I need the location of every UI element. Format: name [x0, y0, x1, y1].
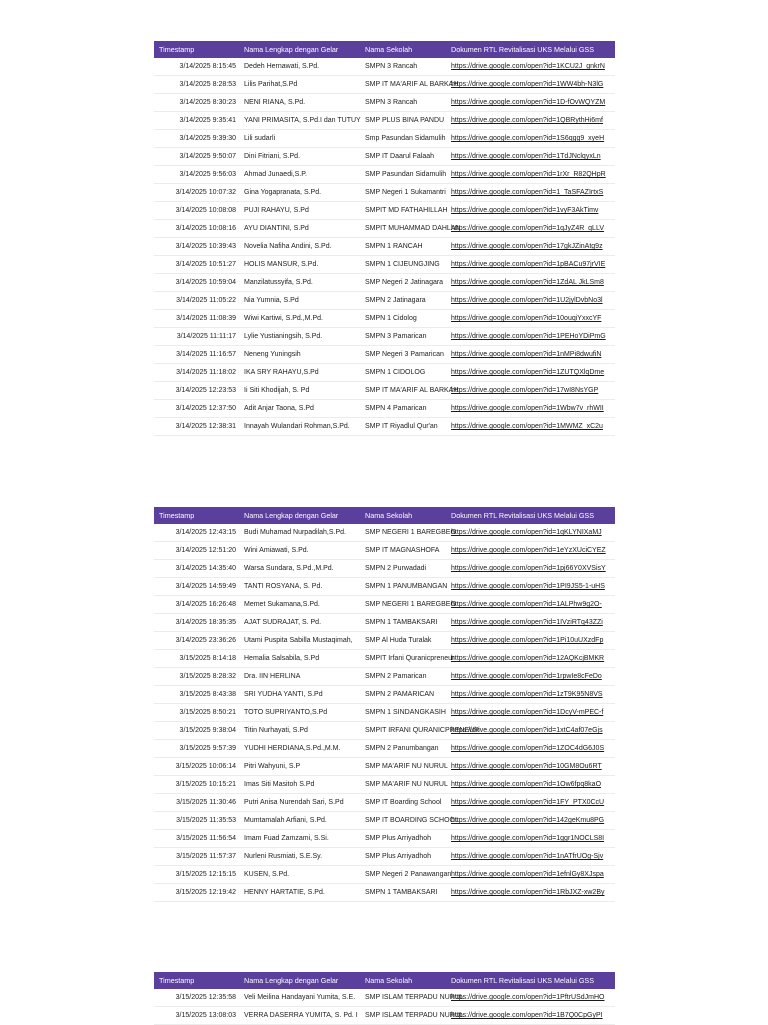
document-link[interactable]: https://drive.google.com/open?id=1RbJXZ-xw2By [451, 889, 605, 896]
table-row [154, 310, 615, 328]
timestamp-cell: 3/14/2025 10:08:08 [175, 207, 236, 214]
timestamp-cell: 3/15/2025 8:43:38 [179, 691, 236, 698]
document-link[interactable]: https://drive.google.com/open?id=1efnlGy8XJspa [451, 871, 604, 878]
name-cell: Gina Yogapranata, S.Pd. [244, 189, 322, 196]
table-row [154, 632, 615, 650]
table-row [154, 328, 615, 346]
header-school: Nama Sekolah [365, 976, 413, 985]
school-cell: SMP Negeri 3 Pamarican [365, 351, 444, 358]
school-cell: SMPIT Irfani Quranicpreneur [365, 655, 455, 662]
name-cell: Neneng Yuningsih [244, 351, 301, 358]
school-cell: SMPN 2 Purwadadi [365, 565, 427, 572]
name-cell: Veli Meilina Handayani Yumita, S.E. [244, 994, 356, 1001]
school-cell: SMP IT MA'ARIF AL BARKAH [365, 81, 459, 88]
document-link[interactable]: https://drive.google.com/open?id=1vyF3AkTimv [451, 207, 599, 214]
timestamp-cell: 3/14/2025 11:16:57 [176, 351, 236, 358]
table-row [154, 596, 615, 614]
table-row [154, 866, 615, 884]
timestamp-cell: 3/14/2025 12:37:50 [175, 405, 236, 412]
school-cell: SMP ISLAM TERPADU NURUL [365, 1012, 464, 1019]
document-link[interactable]: https://drive.google.com/open?id=1pBACu97jrVIE [451, 261, 606, 268]
timestamp-cell: 3/14/2025 11:11:17 [176, 333, 236, 340]
name-cell: Lili sudarli [244, 135, 276, 142]
name-cell: Novelia Nafiha Andini, S.Pd. [244, 243, 332, 250]
timestamp-cell: 3/14/2025 11:08:39 [176, 315, 236, 322]
document-link[interactable]: https://drive.google.com/open?id=1WW4bh-N3lG [451, 81, 604, 88]
school-cell: SMPN 1 TAMBAKSARI [365, 619, 438, 626]
document-link[interactable]: https://drive.google.com/open?id=1Wbw7v_rhWII [451, 405, 604, 412]
document-link[interactable]: https://drive.google.com/open?id=1eYzXUciCYEZ [451, 547, 606, 554]
school-cell: SMPN 1 SINDANGKASIH [365, 709, 446, 716]
table-header [154, 972, 615, 989]
table-row [154, 758, 615, 776]
timestamp-cell: 3/14/2025 9:50:07 [179, 153, 236, 160]
table-header [154, 507, 615, 524]
document-link[interactable]: https://drive.google.com/open?id=1Ow6fpq8kaO [451, 781, 602, 788]
name-cell: Imas Siti Masitoh S.Pd [244, 781, 315, 788]
document-link[interactable]: https://drive.google.com/open?id=1ZUTQXlqDme [451, 369, 605, 376]
document-link[interactable]: https://drive.google.com/open?id=1IVziRTq43ZZi [451, 619, 603, 626]
timestamp-cell: 3/14/2025 12:51:20 [175, 547, 236, 554]
timestamp-cell: 3/14/2025 16:26:48 [175, 601, 236, 608]
timestamp-cell: 3/14/2025 14:35:40 [175, 565, 236, 572]
timestamp-cell: 3/14/2025 9:56:03 [179, 171, 236, 178]
table-row [154, 364, 615, 382]
header-school: Nama Sekolah [365, 511, 413, 520]
header-timestamp: Timestamp [159, 45, 195, 54]
header-document: Dokumen RTL Revitalisasi UKS Melalui GSS [451, 976, 595, 985]
timestamp-cell: 3/14/2025 9:39:30 [179, 135, 236, 142]
sheet-table-2 [154, 507, 615, 902]
timestamp-cell: 3/15/2025 12:35:58 [175, 994, 236, 1001]
school-cell: SMP ISLAM TERPADU NURUL [365, 994, 464, 1001]
timestamp-cell: 3/14/2025 10:51:27 [175, 261, 236, 268]
table-row [154, 989, 615, 1007]
table-row [154, 256, 615, 274]
header-document: Dokumen RTL Revitalisasi UKS Melalui GSS [451, 511, 595, 520]
name-cell: Utami Puspita Sabilla Mustaqimah, [244, 637, 353, 644]
name-cell: PUJI RAHAYU, S.Pd [244, 207, 309, 214]
timestamp-cell: 3/15/2025 9:57:39 [179, 745, 236, 752]
table-row [154, 238, 615, 256]
school-cell: SMPN 1 RANCAH [365, 243, 423, 250]
school-cell: SMPN 3 Rancah [365, 99, 418, 106]
table-row [154, 650, 615, 668]
school-cell: SMPN 4 Pamarican [365, 405, 427, 412]
timestamp-cell: 3/15/2025 8:14:18 [179, 655, 236, 662]
timestamp-cell: 3/14/2025 23:36:26 [175, 637, 236, 644]
sheet-table-3 [154, 972, 615, 1025]
document-link[interactable]: https://drive.google.com/open?id=1_TaSFAZIrtxS [451, 189, 604, 196]
timestamp-cell: 3/15/2025 10:15:21 [175, 781, 236, 788]
table-row [154, 382, 615, 400]
name-cell: TOTO SUPRIYANTO,S.Pd [244, 709, 328, 716]
school-cell: SMPN 1 PANUMBANGAN [365, 583, 448, 590]
table-row [154, 184, 615, 202]
timestamp-cell: 3/15/2025 8:50:21 [179, 709, 236, 716]
header-document: Dokumen RTL Revitalisasi UKS Melalui GSS [451, 45, 595, 54]
timestamp-cell: 3/15/2025 9:38:04 [179, 727, 236, 734]
school-cell: SMP PLUS BINA PANDU [365, 117, 445, 124]
timestamp-cell: 3/14/2025 9:35:41 [179, 117, 236, 124]
name-cell: Innayah Wulandari Rohman,S.Pd. [244, 423, 350, 430]
document-link[interactable]: https://drive.google.com/open?id=1PI9JS5-1-uHS [451, 583, 605, 590]
name-cell: AJAT SUDRAJAT, S. Pd. [244, 619, 322, 626]
school-cell: SMPN 3 Rancah [365, 63, 418, 70]
sheet-table-1 [154, 41, 615, 436]
document-link[interactable]: https://drive.google.com/open?id=1qKLYNIXaMJ [451, 529, 602, 536]
document-link[interactable]: https://drive.google.com/open?id=10ouqiYxxcYF [451, 315, 602, 322]
name-cell: Wiwi Kartiwi, S.Pd.,M.Pd. [244, 315, 323, 322]
timestamp-cell: 3/14/2025 12:38:31 [175, 423, 236, 430]
table-row [154, 166, 615, 184]
timestamp-cell: 3/15/2025 12:15:15 [175, 871, 236, 878]
school-cell: SMP Plus Arriyadhoh [365, 835, 432, 842]
table-row [154, 776, 615, 794]
table-row [154, 830, 615, 848]
document-link[interactable]: https://drive.google.com/open?id=1D-fOvWQYZM [451, 99, 606, 106]
school-cell: SMP IT Boarding School [365, 799, 442, 806]
document-link[interactable]: https://drive.google.com/open?id=1Pi10uUXzdFp [451, 637, 604, 644]
table-row [154, 346, 615, 364]
document-link[interactable]: https://drive.google.com/open?id=1ZOC4dG6J0S [451, 745, 605, 752]
table-row [154, 220, 615, 238]
school-cell: SMPN 1 Cidolog [365, 315, 417, 322]
table-row [154, 130, 615, 148]
name-cell: HENNY HARTATIE, S.Pd. [244, 889, 325, 896]
school-cell: SMPN 2 Pamarican [365, 673, 427, 680]
timestamp-cell: 3/14/2025 10:39:43 [175, 243, 236, 250]
header-timestamp: Timestamp [159, 976, 195, 985]
table-row [154, 112, 615, 130]
school-cell: SMPIT MD FATHAHILLAH [365, 207, 448, 214]
header-name: Nama Lengkap dengan Gelar [244, 45, 339, 54]
school-cell: SMP MA'ARIF NU NURUL [365, 763, 448, 770]
name-cell: TANTI ROSYANA, S. Pd. [244, 583, 323, 590]
timestamp-cell: 3/15/2025 11:56:54 [176, 835, 236, 842]
table-row [154, 524, 615, 542]
table-row [154, 740, 615, 758]
document-link[interactable]: https://drive.google.com/open?id=1xtC4af07eGjs [451, 727, 603, 734]
timestamp-cell: 3/15/2025 10:06:14 [175, 763, 236, 770]
table-row [154, 812, 615, 830]
school-cell: SMP Negeri 2 Panawangan [365, 871, 452, 878]
name-cell: Ii Siti Khodijah, S. Pd [244, 387, 310, 394]
timestamp-cell: 3/14/2025 11:05:22 [176, 297, 236, 304]
name-cell: VERRA DASERRA YUMITA, S. Pd. I [244, 1012, 358, 1019]
document-link[interactable]: https://drive.google.com/open?id=1rXr_R82QHpR [451, 171, 606, 178]
table-row [154, 560, 615, 578]
school-cell: SMPN 3 Pamarican [365, 333, 427, 340]
school-cell: SMPN 2 Panumbangan [365, 745, 439, 752]
document-link[interactable]: https://drive.google.com/open?id=1FY_PTX0CcU [451, 799, 605, 806]
document-link[interactable]: https://drive.google.com/open?id=1KCU2J_gnkrN [451, 63, 605, 70]
timestamp-cell: 3/15/2025 8:28:32 [179, 673, 236, 680]
document-link[interactable]: https://drive.google.com/open?id=1ZdAL JkLSm8 [451, 279, 604, 286]
table-row [154, 274, 615, 292]
document-link[interactable]: https://drive.google.com/open?id=17wI8NsYGP [451, 387, 599, 394]
document-link[interactable]: https://drive.google.com/open?id=1TdJNclqyxLn [451, 153, 601, 160]
table-row [154, 578, 615, 596]
table-header [154, 41, 615, 58]
table-row [154, 794, 615, 812]
name-cell: Dra. IIN HERLINA [244, 673, 301, 680]
document-link[interactable]: https://drive.google.com/open?id=1nMPi8dwufiN [451, 351, 602, 358]
header-timestamp: Timestamp [159, 511, 195, 520]
name-cell: YANI PRIMASITA, S.Pd.I dan TUTUY [244, 117, 361, 124]
table-row [154, 58, 615, 76]
timestamp-cell: 3/15/2025 13:08:03 [175, 1012, 236, 1019]
document-link[interactable]: https://drive.google.com/open?id=1PftrUSdJmHO [451, 994, 605, 1001]
name-cell: Nia Yumnia, S.Pd [244, 297, 299, 304]
document-link[interactable]: https://drive.google.com/open?id=1DcyV-mPEC-f [451, 709, 604, 716]
name-cell: Imam Fuad Zamzami, S.Si. [244, 835, 329, 842]
document-link[interactable]: https://drive.google.com/open?id=1qJyZ4R_qLLV [451, 225, 604, 232]
school-cell: SMP NEGERI 1 BAREGBEG [365, 601, 456, 608]
timestamp-cell: 3/14/2025 10:59:04 [175, 279, 236, 286]
name-cell: Lilis Parihat,S.Pd [244, 81, 298, 88]
table-row [154, 148, 615, 166]
document-link[interactable]: https://drive.google.com/open?id=1zT9K95N8VS [451, 691, 603, 698]
name-cell: SRI YUDHA YANTI, S.Pd [244, 691, 323, 698]
school-cell: SMPIT IRFANI QURANICPRENEUR [365, 727, 480, 734]
document-link[interactable]: https://drive.google.com/open?id=1S6qgg9_xyeH [451, 135, 605, 142]
table-row [154, 1007, 615, 1025]
table-row [154, 94, 615, 112]
table-row [154, 848, 615, 866]
name-cell: Putri Anisa Nurendah Sari, S.Pd [244, 799, 344, 806]
document-link[interactable]: https://drive.google.com/open?id=1ggr1NOCLS8I [451, 835, 605, 842]
name-cell: Memet Sukamana,S.Pd. [244, 601, 320, 608]
school-cell: SMPN 1 CIDOLOG [365, 369, 426, 376]
school-cell: SMP Negeri 1 Sukamantri [365, 189, 446, 196]
table-row [154, 614, 615, 632]
school-cell: SMP IT Riyadlul Qur'an [365, 423, 438, 430]
school-cell: SMP Pasundan Sidamulih [365, 171, 447, 178]
name-cell: Dedeh Hernawati, S.Pd. [244, 63, 320, 70]
school-cell: SMP IT BOARDING SCHOOL [365, 817, 459, 824]
timestamp-cell: 3/14/2025 12:23:53 [175, 387, 236, 394]
timestamp-cell: 3/14/2025 12:43:15 [175, 529, 236, 536]
timestamp-cell: 3/14/2025 8:15:45 [179, 63, 236, 70]
school-cell: Smp Pasundan Sidamulih [365, 135, 446, 142]
timestamp-cell: 3/14/2025 11:18:02 [176, 369, 236, 376]
document-link[interactable]: https://drive.google.com/open?id=1nATfrUOg-Sjv [451, 853, 604, 860]
timestamp-cell: 3/14/2025 14:59:49 [175, 583, 236, 590]
table-row [154, 722, 615, 740]
name-cell: YUDHI HERDIANA,S.Pd.,M.M. [244, 745, 341, 752]
school-cell: SMP NEGERI 1 BAREGBEG [365, 529, 456, 536]
name-cell: Nurleni Rusmiati, S.E.Sy. [244, 853, 323, 860]
table-row [154, 542, 615, 560]
name-cell: KUSEN, S.Pd. [244, 871, 290, 878]
school-cell: SMPN 2 Jatinagara [365, 297, 426, 304]
name-cell: Hemalia Salsabila, S.Pd [244, 655, 320, 662]
name-cell: NENI RIANA, S.Pd. [244, 99, 306, 106]
document-link[interactable]: https://drive.google.com/open?id=12AQKcjBMKR [451, 655, 605, 662]
name-cell: Wini Amiawati, S.Pd. [244, 547, 309, 554]
name-cell: Mumtamalah Arfiani, S.Pd. [244, 817, 327, 824]
table-row [154, 418, 615, 436]
document-link[interactable]: https://drive.google.com/open?id=1QBRythHi6mf [451, 117, 603, 124]
school-cell: SMP MA'ARIF NU NURUL [365, 781, 448, 788]
timestamp-cell: 3/15/2025 11:35:53 [176, 817, 236, 824]
name-cell: Manzilatussyifa, S.Pd. [244, 279, 313, 286]
table-row [154, 686, 615, 704]
document-link[interactable]: https://drive.google.com/open?id=1U2jylDvbNo3l [451, 297, 603, 304]
table-row [154, 76, 615, 94]
document-link[interactable]: https://drive.google.com/open?id=1rpwIe8cFeDo [451, 673, 602, 680]
table-row [154, 704, 615, 722]
school-cell: SMPIT MUHAMMAD DAHLAN [365, 225, 461, 232]
document-link[interactable]: https://drive.google.com/open?id=1PEHoYDiPmG [451, 333, 606, 340]
name-cell: Warsa Sundara, S.Pd.,M.Pd. [244, 565, 334, 572]
document-link[interactable]: https://drive.google.com/open?id=17gkJZinAtg9z [451, 243, 603, 250]
name-cell: Dini Fitriani, S.Pd. [244, 153, 301, 160]
name-cell: Budi Muhamad Nurpadilah,S.Pd. [244, 529, 346, 536]
document-link[interactable]: https://drive.google.com/open?id=1MWMZ_xC2u [451, 423, 603, 430]
school-cell: SMP IT Daarul Falaah [365, 153, 434, 160]
timestamp-cell: 3/15/2025 11:57:37 [176, 853, 236, 860]
name-cell: Titin Nurhayati, S.Pd [244, 727, 308, 734]
document-link[interactable]: https://drive.google.com/open?id=1ALPhw9g2O- [451, 601, 602, 608]
table-row [154, 400, 615, 418]
timestamp-cell: 3/14/2025 18:35:35 [175, 619, 236, 626]
header-name: Nama Lengkap dengan Gelar [244, 976, 339, 985]
school-cell: SMP Plus Arriyadhoh [365, 853, 432, 860]
document-link[interactable]: https://drive.google.com/open?id=1pj66Y0XVSisY [451, 565, 606, 572]
name-cell: IKA SRY RAHAYU,S.Pd [244, 369, 319, 376]
school-cell: SMPN 1 TAMBAKSARI [365, 889, 438, 896]
school-cell: SMP Negeri 2 Jatinagara [365, 279, 444, 286]
name-cell: Lylie Yustianingsih, S.Pd. [244, 333, 323, 340]
name-cell: Pitri Wahyuni, S.P [244, 763, 301, 770]
name-cell: HOLIS MANSUR, S.Pd. [244, 261, 319, 268]
school-cell: SMP Al Huda Turalak [365, 637, 432, 644]
header-school: Nama Sekolah [365, 45, 413, 54]
timestamp-cell: 3/14/2025 8:30:23 [179, 99, 236, 106]
table-row [154, 292, 615, 310]
timestamp-cell: 3/15/2025 11:30:46 [176, 799, 236, 806]
document-link[interactable]: https://drive.google.com/open?id=1B7Q0CpGyPI [451, 1012, 603, 1019]
header-name: Nama Lengkap dengan Gelar [244, 511, 339, 520]
timestamp-cell: 3/14/2025 10:07:32 [175, 189, 236, 196]
school-cell: SMPN 2 PAMARICAN [365, 691, 435, 698]
document-link[interactable]: https://drive.google.com/open?id=142geKmu8PG [451, 817, 605, 824]
school-cell: SMP IT MAGNASHOFA [365, 547, 440, 554]
table-row [154, 884, 615, 902]
name-cell: Adit Anjar Taona, S.Pd [244, 405, 314, 412]
timestamp-cell: 3/14/2025 10:08:16 [175, 225, 236, 232]
school-cell: SMPN 1 CIJEUNGJING [365, 261, 440, 268]
name-cell: Ahmad Junaedi,S.P. [244, 171, 307, 178]
table-row [154, 668, 615, 686]
table-row [154, 202, 615, 220]
name-cell: AYU DIANTINI, S.Pd [244, 225, 309, 232]
document-link[interactable]: https://drive.google.com/open?id=10GM8Ou6RT [451, 763, 602, 770]
timestamp-cell: 3/14/2025 8:28:53 [179, 81, 236, 88]
timestamp-cell: 3/15/2025 12:19:42 [175, 889, 236, 896]
school-cell: SMP IT MA'ARIF AL BARKAH [365, 387, 459, 394]
